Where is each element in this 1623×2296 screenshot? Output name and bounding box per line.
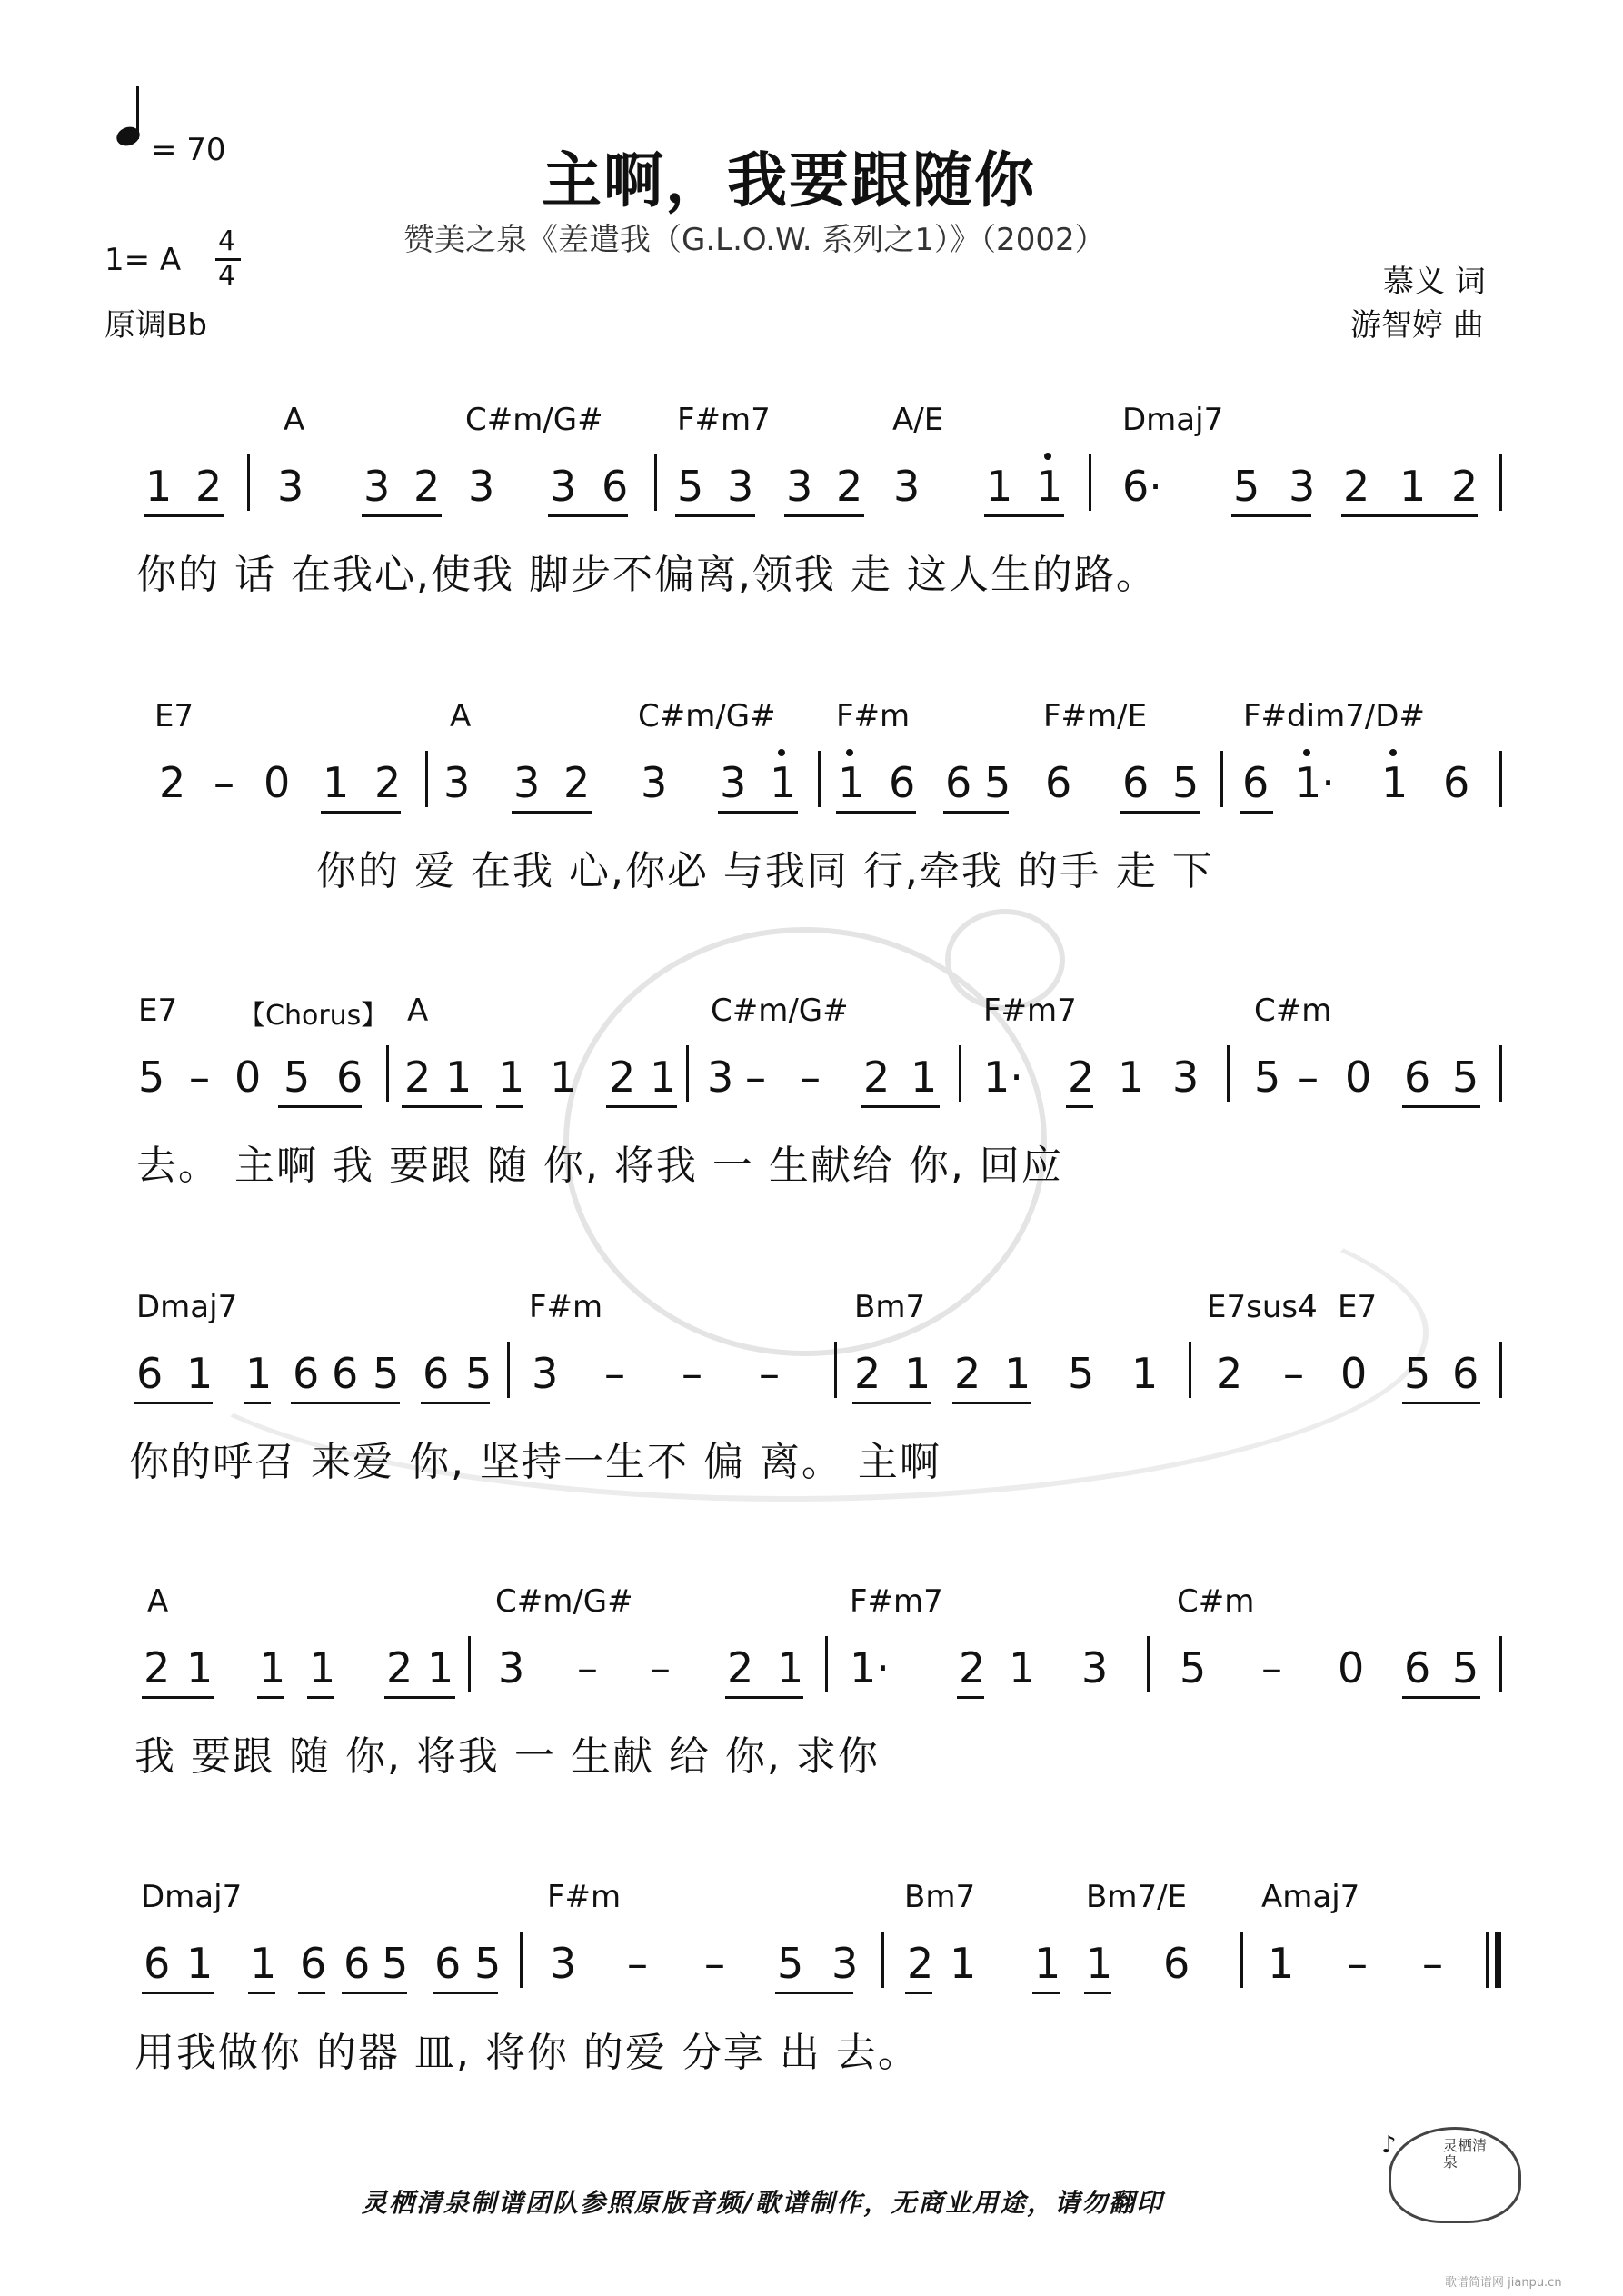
- chord: Bm7: [904, 1879, 976, 1915]
- note: 5: [1452, 1643, 1479, 1692]
- bar-line: [1499, 1636, 1502, 1692]
- note: 5: [1068, 1349, 1095, 1398]
- bar-line: [1220, 751, 1223, 807]
- bar-line: [1240, 1932, 1243, 1988]
- bar-line: [825, 1636, 828, 1692]
- time-sig-top: 4: [218, 225, 236, 257]
- underline: [1402, 1402, 1480, 1404]
- chord: E7: [1338, 1289, 1378, 1325]
- chord: F#dim7/D#: [1243, 698, 1425, 734]
- chord: A: [450, 698, 472, 734]
- note: 2: [144, 1643, 171, 1692]
- chord: A/E: [892, 402, 944, 438]
- note: 5: [1172, 758, 1200, 807]
- chord: Bm7: [854, 1289, 926, 1325]
- note: 6: [1242, 758, 1270, 807]
- bar-line: [1499, 751, 1502, 807]
- underline: [278, 1105, 362, 1108]
- quarter-note-stem: [136, 86, 139, 139]
- final-bar-line-thick: [1495, 1932, 1501, 1988]
- underline: [291, 1402, 400, 1404]
- underline: [905, 1992, 932, 1994]
- high-octave-dot: [846, 749, 853, 756]
- note: 5: [382, 1939, 409, 1988]
- final-bar-line-thin: [1486, 1932, 1489, 1988]
- note: 1: [650, 1053, 677, 1102]
- note: 2: [386, 1643, 413, 1692]
- underline: [134, 1402, 213, 1404]
- underline: [257, 1696, 284, 1699]
- underline: [943, 811, 1009, 814]
- note: 1·: [1295, 758, 1335, 807]
- note: 3: [727, 462, 754, 511]
- chord: Dmaj7: [136, 1289, 238, 1325]
- chord: F#m7: [677, 402, 771, 438]
- underline: [784, 514, 864, 517]
- underline: [725, 1696, 803, 1699]
- note: 1: [911, 1053, 938, 1102]
- note: –: [745, 1053, 766, 1102]
- note: 1·: [850, 1643, 890, 1692]
- note: 3: [1289, 462, 1316, 511]
- note: 2: [1216, 1349, 1243, 1398]
- note: 5: [1180, 1643, 1207, 1692]
- tempo: = 70: [151, 132, 226, 168]
- bar-line: [247, 454, 250, 511]
- note: 1: [186, 1939, 214, 1988]
- chord: C#m/G#: [495, 1583, 633, 1620]
- underline: [421, 1402, 490, 1404]
- note: 1: [445, 1053, 473, 1102]
- note: 2: [1343, 462, 1370, 511]
- chord: F#m7: [983, 993, 1077, 1029]
- note: 6: [144, 1939, 171, 1988]
- note: 3: [720, 758, 747, 807]
- key-signature: 1= A: [105, 242, 182, 278]
- lyrics-line: 你的呼召 来爱 你, 坚持一生不 偏 离。 主啊: [129, 1439, 941, 1485]
- note: 2: [404, 1053, 432, 1102]
- note: 2: [836, 462, 863, 511]
- note: 2: [954, 1349, 981, 1398]
- note: –: [650, 1643, 671, 1692]
- note: 6: [434, 1939, 462, 1988]
- note: 5: [777, 1939, 804, 1988]
- underline: [384, 1696, 455, 1699]
- underline: [1240, 811, 1273, 814]
- lyrics-line: 你的 爱 在我 心,你必 与我同 行,牵我 的手 走 下: [316, 848, 1214, 894]
- chord: A: [284, 402, 305, 438]
- chord: C#m/G#: [465, 402, 603, 438]
- chord: F#m: [547, 1879, 622, 1915]
- underline: [362, 514, 442, 517]
- bar-line: [520, 1932, 523, 1988]
- bar-line: [1499, 454, 1502, 511]
- bar-line: [881, 1932, 884, 1988]
- note: 6: [344, 1939, 371, 1988]
- lyrics-line: 你的 话 在我心,使我 脚步不偏离,领我 走 这人生的路。: [136, 552, 1158, 598]
- lyricist: 慕义 词: [1383, 264, 1486, 300]
- note: 2: [159, 758, 186, 807]
- music-note-icon: ♪: [1381, 2131, 1397, 2159]
- note: 5: [1404, 1349, 1431, 1398]
- note: 2: [854, 1349, 881, 1398]
- bar-line: [1227, 1045, 1230, 1102]
- note: 1: [498, 1053, 525, 1102]
- note: –: [759, 1349, 780, 1398]
- note: 5: [1233, 462, 1260, 511]
- underline: [957, 1696, 984, 1699]
- note: 6: [293, 1349, 320, 1398]
- lyrics-line: 我 要跟 随 你, 将我 一 生献 给 你, 求你: [134, 1733, 880, 1780]
- high-octave-dot: [1044, 453, 1051, 460]
- note: –: [1261, 1643, 1282, 1692]
- note: 1: [309, 1643, 336, 1692]
- underline: [1084, 1992, 1111, 1994]
- underline: [836, 811, 916, 814]
- note: 3: [1081, 1643, 1109, 1692]
- bar-line: [1089, 454, 1091, 511]
- note: 6: [136, 1349, 164, 1398]
- note: 1: [1399, 462, 1427, 511]
- note: 0: [264, 758, 291, 807]
- note: 3: [532, 1349, 559, 1398]
- underline: [1402, 1696, 1480, 1699]
- note: 5: [677, 462, 704, 511]
- underline: [307, 1696, 334, 1699]
- chord: A: [407, 993, 429, 1029]
- chord: F#m: [836, 698, 911, 734]
- note: 1: [259, 1643, 286, 1692]
- note: 1: [145, 462, 173, 511]
- underline: [142, 1992, 214, 1994]
- chord: C#m: [1177, 1583, 1255, 1620]
- note: –: [627, 1939, 648, 1988]
- note: 6: [1122, 758, 1150, 807]
- note: 1·: [983, 1053, 1023, 1102]
- bar-line: [1189, 1342, 1191, 1398]
- note: 6: [1163, 1939, 1190, 1988]
- chorus-marker: 【Chorus】: [238, 1000, 389, 1032]
- chord: A: [147, 1583, 169, 1620]
- note: 1: [1034, 1939, 1061, 1988]
- note: 2: [727, 1643, 754, 1692]
- time-sig-bottom: 4: [218, 260, 236, 292]
- underline: [606, 1105, 677, 1108]
- composer: 游智婷 曲: [1350, 307, 1484, 344]
- note: 1: [1381, 758, 1409, 807]
- underline: [433, 1992, 498, 1994]
- note: 1: [777, 1643, 804, 1692]
- note: 1: [323, 758, 350, 807]
- note: 3: [893, 462, 921, 511]
- high-octave-dot: [1303, 749, 1310, 756]
- underline: [852, 1402, 931, 1404]
- source-watermark: 歌谱简谱网 jianpu.cn: [1445, 2276, 1562, 2290]
- bar-line: [1147, 1636, 1150, 1692]
- underline: [984, 514, 1064, 517]
- note: 5: [1452, 1053, 1479, 1102]
- note: 1: [1086, 1939, 1113, 1988]
- underline: [1398, 514, 1478, 517]
- note: 1: [1118, 1053, 1145, 1102]
- page-title: 主啊，我要跟随你: [542, 145, 1036, 215]
- note: 3: [277, 462, 304, 511]
- note: 6: [1452, 1349, 1479, 1398]
- high-octave-dot: [1389, 749, 1397, 756]
- logo-text: 灵栖清泉: [1443, 2137, 1488, 2171]
- underline: [496, 1105, 523, 1108]
- note: 1: [245, 1349, 273, 1398]
- underline: [298, 1992, 325, 1994]
- note: 2: [413, 462, 441, 511]
- chord: C#m: [1254, 993, 1332, 1029]
- note: 1: [950, 1939, 977, 1988]
- bar-line: [834, 1342, 837, 1398]
- bar-line: [1499, 1342, 1502, 1398]
- note: –: [189, 1053, 210, 1102]
- note: 3: [831, 1939, 859, 1988]
- note: 2: [863, 1053, 891, 1102]
- note: 2: [959, 1643, 986, 1692]
- note: 1: [1131, 1349, 1159, 1398]
- note: 6: [300, 1939, 327, 1988]
- underline: [775, 1992, 853, 1994]
- note: 1: [986, 462, 1013, 511]
- bar-line: [1499, 1045, 1502, 1102]
- bar-line: [959, 1045, 961, 1102]
- bar-line: [654, 454, 657, 511]
- note: 5: [474, 1939, 502, 1988]
- note: 1: [186, 1643, 214, 1692]
- note: 3: [641, 758, 668, 807]
- note: 6: [1404, 1053, 1431, 1102]
- underline: [1032, 1992, 1060, 1994]
- underline: [1120, 811, 1200, 814]
- underline: [718, 811, 798, 814]
- underline: [142, 1696, 214, 1699]
- chord: F#m: [529, 1289, 603, 1325]
- note: 5: [984, 758, 1011, 807]
- note: –: [682, 1349, 702, 1398]
- note: 2: [907, 1939, 934, 1988]
- note: 3: [443, 758, 471, 807]
- chord: F#m/E: [1043, 698, 1148, 734]
- underline: [675, 514, 755, 517]
- underline: [244, 1402, 271, 1404]
- bar-line: [686, 1045, 689, 1102]
- note: 0: [1340, 1349, 1368, 1398]
- bar-line: [818, 751, 821, 807]
- chord: E7sus4: [1207, 1289, 1318, 1325]
- note: –: [214, 758, 234, 807]
- note: 1: [1004, 1349, 1031, 1398]
- note: 5: [138, 1053, 165, 1102]
- note: 6: [889, 758, 916, 807]
- chord: F#m7: [850, 1583, 943, 1620]
- note: 6: [602, 462, 629, 511]
- note: 3: [363, 462, 391, 511]
- note: 0: [1338, 1643, 1365, 1692]
- note: 2: [563, 758, 591, 807]
- high-octave-dot: [778, 749, 785, 756]
- lyrics-line: 去。 主啊 我 要跟 随 你, 将我 一 生献给 你, 回应: [136, 1143, 1063, 1189]
- note: 2: [1068, 1053, 1095, 1102]
- note: 5: [284, 1053, 311, 1102]
- subtitle: 赞美之泉《差遣我（G.L.O.W. 系列之1）》（2002）: [403, 222, 1106, 258]
- note: 0: [1345, 1053, 1372, 1102]
- note: 3: [468, 462, 495, 511]
- note: 1: [770, 758, 797, 807]
- chord: C#m/G#: [711, 993, 849, 1029]
- lyrics-line: 用我做你 的器 皿, 将你 的爱 分享 出 去。: [134, 2030, 920, 2076]
- chord: Bm7/E: [1086, 1879, 1188, 1915]
- note: 6: [1443, 758, 1470, 807]
- note: 6: [945, 758, 972, 807]
- note: 3: [550, 1939, 577, 1988]
- note: –: [604, 1349, 625, 1398]
- note: 1: [550, 1053, 577, 1102]
- chord: Dmaj7: [141, 1879, 243, 1915]
- chord: C#m/G#: [638, 698, 776, 734]
- underline: [1231, 514, 1311, 517]
- note: 0: [234, 1053, 262, 1102]
- note: 6: [1404, 1643, 1431, 1692]
- note: 1: [186, 1349, 214, 1398]
- bar-line: [386, 1045, 389, 1102]
- underline: [952, 1402, 1031, 1404]
- note: 6: [423, 1349, 450, 1398]
- note: –: [704, 1939, 725, 1988]
- underline: [861, 1105, 940, 1108]
- note: 5: [1254, 1053, 1281, 1102]
- note: 6: [1045, 758, 1072, 807]
- note: 2: [374, 758, 402, 807]
- underline: [1402, 1105, 1480, 1108]
- underline: [402, 1105, 482, 1108]
- note: 2: [609, 1053, 636, 1102]
- bar-line: [425, 751, 428, 807]
- bar-line: [507, 1342, 510, 1398]
- note: 3: [550, 462, 577, 511]
- chord: E7: [154, 698, 194, 734]
- note: 5: [465, 1349, 493, 1398]
- chord: Dmaj7: [1122, 402, 1224, 438]
- underline: [1066, 1105, 1093, 1108]
- note: 1: [904, 1349, 931, 1398]
- note: 2: [195, 462, 223, 511]
- bar-line: [468, 1636, 471, 1692]
- underline: [512, 811, 592, 814]
- note: –: [1347, 1939, 1368, 1988]
- note: –: [1298, 1053, 1319, 1102]
- note: 6: [336, 1053, 363, 1102]
- note: 1: [1268, 1939, 1295, 1988]
- note: 1: [1009, 1643, 1036, 1692]
- underline: [342, 1992, 407, 1994]
- note: 1: [838, 758, 865, 807]
- note: 3: [1172, 1053, 1200, 1102]
- underline: [321, 811, 401, 814]
- chord: Amaj7: [1261, 1879, 1360, 1915]
- underline: [548, 514, 628, 517]
- note: 1: [250, 1939, 277, 1988]
- chord: E7: [138, 993, 178, 1029]
- note: –: [577, 1643, 598, 1692]
- underline: [248, 1992, 275, 1994]
- note: 2: [1451, 462, 1479, 511]
- original-key: 原调Bb: [105, 307, 207, 344]
- note: 1: [427, 1643, 454, 1692]
- note: –: [1283, 1349, 1304, 1398]
- note: 5: [373, 1349, 400, 1398]
- note: 3: [498, 1643, 525, 1692]
- note: –: [800, 1053, 821, 1102]
- note: 3: [786, 462, 813, 511]
- note: 3: [513, 758, 541, 807]
- note: 6: [332, 1349, 359, 1398]
- underline: [144, 514, 224, 517]
- note: 6·: [1122, 462, 1162, 511]
- note: 3: [707, 1053, 734, 1102]
- note: 1: [1036, 462, 1063, 511]
- footer-credit: 灵栖清泉制谱团队参照原版音频/歌谱制作，无商业用途，请勿翻印: [362, 2188, 1164, 2218]
- note: –: [1422, 1939, 1443, 1988]
